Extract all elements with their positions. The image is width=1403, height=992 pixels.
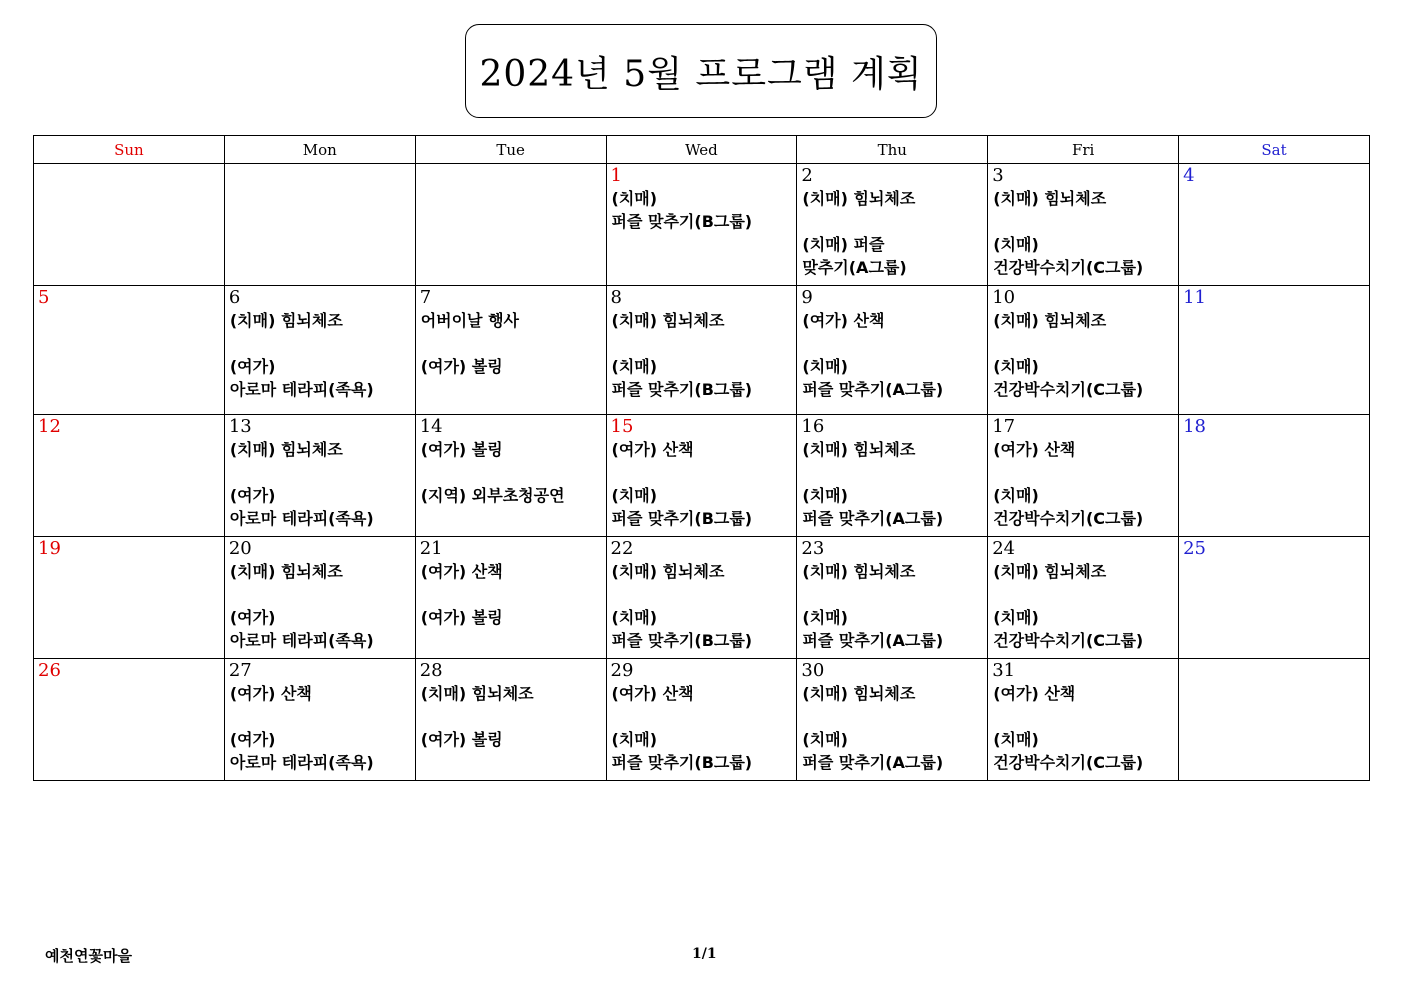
weekday-header-tue: Tue [415, 136, 606, 164]
weekday-header-mon: Mon [224, 136, 415, 164]
day-events: (치매) 퍼즐 맞추기(B그룹) [611, 189, 753, 231]
day-number: 23 [801, 538, 825, 559]
day-number: 26 [38, 660, 61, 681]
day-number: 8 [610, 287, 622, 308]
day-events: (여가) 산책 (여가) 아로마 테라피(족욕) [229, 684, 374, 772]
day-events: (치매) 힘뇌체조 (치매) 건강박수치기(C그룹) [993, 311, 1144, 399]
day-cell [606, 286, 797, 415]
day-number [420, 165, 606, 187]
day-number: 10 [992, 287, 1016, 308]
week-row [34, 286, 1370, 415]
day-cell [1179, 659, 1370, 781]
day-number: 25 [1183, 538, 1206, 559]
day-number: 6 [228, 287, 241, 308]
day-cell [415, 537, 606, 659]
footer-organization: 예천연꽃마을 [45, 947, 132, 965]
day-cell [988, 286, 1179, 415]
weekday-header-sat: Sat [1179, 136, 1370, 164]
day-number: 30 [801, 660, 825, 681]
day-cell [606, 659, 797, 781]
day-cell [606, 537, 797, 659]
day-cell [415, 286, 606, 415]
day-events: (여가) 산책 (여가) 볼링 [420, 562, 503, 627]
week-row [34, 537, 1370, 659]
day-events: (치매) 힘뇌체조 (치매) 건강박수치기(C그룹) [993, 562, 1144, 650]
day-events: (치매) 힘뇌체조 (치매) 건강박수치기(C그룹) [993, 189, 1144, 277]
calendar-grid [33, 135, 1370, 781]
day-cell [1179, 537, 1370, 659]
day-number: 13 [228, 416, 252, 437]
day-cell [606, 415, 797, 537]
day-cell [224, 537, 415, 659]
day-number: 18 [1183, 416, 1206, 437]
day-number: 28 [419, 660, 443, 681]
week-row [34, 659, 1370, 781]
day-cell [797, 164, 988, 286]
day-number: 9 [801, 287, 813, 308]
day-cell [224, 659, 415, 781]
day-number: 29 [610, 660, 634, 681]
day-cell [988, 415, 1179, 537]
day-number: 12 [38, 416, 61, 437]
day-events: (치매) 힘뇌체조 (치매) 퍼즐 맞추기(B그룹) [611, 311, 753, 399]
day-cell [415, 415, 606, 537]
weekday-header-row [34, 136, 1370, 164]
day-events: (치매) 힘뇌체조 (여가) 볼링 [420, 684, 534, 749]
day-cell [797, 537, 988, 659]
day-number: 11 [1183, 287, 1206, 308]
day-cell [34, 164, 225, 286]
day-events: (여가) 산책 (치매) 건강박수치기(C그룹) [993, 684, 1144, 772]
day-cell [34, 415, 225, 537]
page-title: 2024년 5월 프로그램 계획 [465, 24, 937, 118]
day-number: 27 [228, 660, 252, 681]
day-events: (치매) 힘뇌체조 (치매) 퍼즐 맞추기(B그룹) [611, 562, 753, 650]
day-events: (치매) 힘뇌체조 (여가) 아로마 테라피(족욕) [229, 311, 374, 399]
day-events: (여가) 산책 (치매) 건강박수치기(C그룹) [993, 440, 1144, 528]
day-cell [797, 415, 988, 537]
day-cell [1179, 415, 1370, 537]
day-cell [1179, 286, 1370, 415]
weekday-header-sun: Sun [34, 136, 225, 164]
day-number: 7 [419, 287, 432, 308]
week-row [34, 415, 1370, 537]
day-number: 31 [992, 660, 1016, 681]
day-number [1183, 660, 1369, 682]
day-events: (여가) 산책 (치매) 퍼즐 맞추기(A그룹) [802, 311, 944, 399]
weekday-header-wed: Wed [606, 136, 797, 164]
week-row [34, 164, 1370, 286]
weekday-header-thu: Thu [797, 136, 988, 164]
day-number: 22 [610, 538, 634, 559]
day-number [229, 165, 415, 187]
day-cell [34, 537, 225, 659]
day-events: (여가) 산책 (치매) 퍼즐 맞추기(B그룹) [611, 684, 753, 772]
day-number: 3 [992, 165, 1004, 186]
day-events: (치매) 힘뇌체조 (여가) 아로마 테라피(족욕) [229, 440, 374, 528]
day-cell [797, 659, 988, 781]
day-number: 21 [419, 538, 443, 559]
day-number [38, 165, 224, 187]
day-cell [415, 659, 606, 781]
day-events: (치매) 힘뇌체조 (치매) 퍼즐 맞추기(A그룹) [802, 189, 916, 277]
weekday-header-fri: Fri [988, 136, 1179, 164]
day-cell [988, 537, 1179, 659]
day-events: (여가) 볼링 (지역) 외부초청공연 [420, 440, 565, 505]
day-events: (치매) 힘뇌체조 (치매) 퍼즐 맞추기(A그룹) [802, 440, 944, 528]
day-events: (여가) 산책 (치매) 퍼즐 맞추기(B그룹) [611, 440, 753, 528]
day-number: 16 [801, 416, 825, 437]
day-number: 15 [610, 416, 634, 437]
day-cell [988, 659, 1179, 781]
day-number: 5 [38, 287, 50, 308]
day-number: 4 [1183, 165, 1195, 186]
day-events: 어버이날 행사 (여가) 볼링 [420, 311, 519, 376]
day-cell [415, 164, 606, 286]
day-number: 19 [38, 538, 61, 559]
day-number: 20 [228, 538, 252, 559]
day-cell [224, 286, 415, 415]
day-number: 17 [992, 416, 1016, 437]
day-cell [606, 164, 797, 286]
day-cell [988, 164, 1179, 286]
day-number: 2 [801, 165, 813, 186]
day-events: (치매) 힘뇌체조 (치매) 퍼즐 맞추기(A그룹) [802, 562, 944, 650]
day-cell [34, 659, 225, 781]
day-cell [797, 286, 988, 415]
day-events: (치매) 힘뇌체조 (치매) 퍼즐 맞추기(A그룹) [802, 684, 944, 772]
day-cell [224, 415, 415, 537]
day-cell [34, 286, 225, 415]
day-number: 1 [610, 165, 622, 186]
day-cell [224, 164, 415, 286]
day-cell [1179, 164, 1370, 286]
day-number: 14 [419, 416, 443, 437]
day-number: 24 [992, 538, 1016, 559]
footer-page-number: 1/1 [692, 946, 717, 962]
day-events: (치매) 힘뇌체조 (여가) 아로마 테라피(족욕) [229, 562, 374, 650]
